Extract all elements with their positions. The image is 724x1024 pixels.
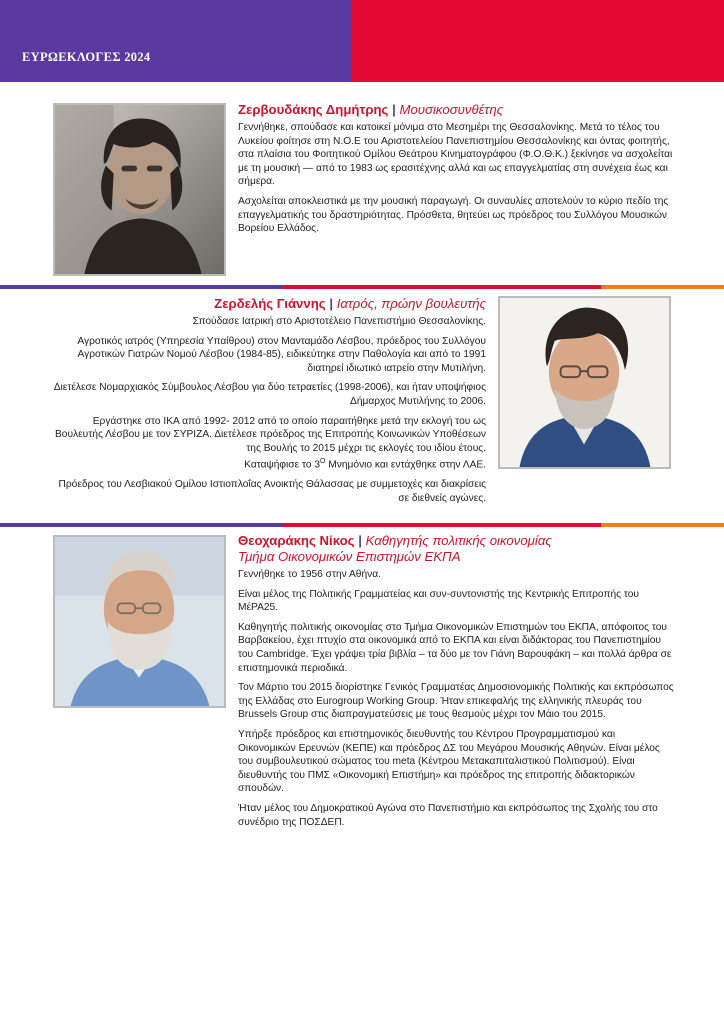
name-separator: |	[358, 533, 362, 548]
bio-paragraph: Υπήρξε πρόεδρος και επιστημονικός διευθυντής του Κέντρου Προγραμματισμού και Οικονομικών Ερευνών (ΚΕΠΕ) και πρόεδρος ΔΣ του Μεγάρου Μουσικής Αθηνών. Είναι μέλος του συμβουλευτικού σώματος του meta (Κέντρου Μετακαπιταλιστικού Πολιτισμού). Είναι διευθυντής του ΠΜΣ «Οικονομική Επιστήμη» και πρόεδρος της επιτροπής διδακτορικών σπουδών.	[238, 728, 660, 795]
candidate-photo-zervoudakis	[53, 103, 226, 276]
bio-paragraph: Ήταν μέλος του Δημοκρατικού Αγώνα στο Πανεπιστήμιο και εκπρόσωπος της Σχολής του στο συνέδριο της ΠΟΣΔΕΠ.	[238, 802, 658, 828]
candidate-role-secondary: Τμήμα Οικονομικών Επιστημών ΕΚΠΑ	[238, 549, 461, 564]
candidate-bio-zervoudakis	[238, 102, 674, 242]
bio-paragraph-memorandum	[48, 455, 486, 472]
candidate-heading	[238, 533, 674, 549]
page-title: ΕΥΡΩΕΚΛΟΓΕΣ 2024	[22, 50, 151, 64]
candidate-role: Μουσικοσυνθέτης	[399, 102, 504, 117]
section-divider	[0, 285, 724, 289]
memorandum-superscript: Ο	[320, 458, 326, 466]
memorandum-text-start: Καταψήφισε το 3	[244, 459, 320, 471]
bio-paragraph: Διετέλεσε Νομαρχιακός Σύμβουλος Λέσβου για δύο τετραετίες (1998-2006), και ήταν υποψήφιος Δήμαρχος Μυτιλήνης το 2006.	[53, 382, 486, 407]
memorandum-text-end: Μνημόνιο και εντάχθηκε στην ΛΑΕ.	[325, 459, 486, 471]
bio-paragraph: Πρόεδρος του Λεσβιακού Ομίλου Ιστιοπλοΐας Ανοικτής Θάλασσας με συμμετοχές και διακρίσεις σε διεθνείς αγώνες.	[58, 479, 486, 504]
bio-paragraph: Εργάστηκε στο ΙΚΑ από 1992- 2012 από το οποίο παραιτήθηκε μετά την εκλογή του ως Βουλευτής Λέσβου με τον ΣΥΡΙΖΑ. Διετέλεσε πρόεδρος της Επιτροπής Κοινωνικών Υποθέσεων της Βουλής το 2015 μέχρι τις εκλογές του ιδίου έτους.	[55, 415, 486, 454]
candidate-name: Ζερδελής Γιάννης	[214, 296, 326, 311]
candidate-photo-theocharakis	[53, 535, 226, 708]
candidate-bio-zerdelis	[48, 296, 486, 512]
candidate-heading	[238, 102, 674, 118]
bio-paragraph: Γεννήθηκε, σπούδασε και κατοικεί μόνιμα στο Μεσημέρι της Θεσσαλονίκης. Μετά το τέλος του Λυκείου φοίτησε στη Ν.Ο.Ε του Αριστοτελείου Πανεπιστημίου Θεσσαλονίκης και όντας φοιτητής, στα πλαίσια του Φοιτητικού Ομίλου Θεάτρου Κινηματογράφου (Φ.Ο.Θ.Κ.) ξεκίνησε να ασχολείται με τη μουσική — από το 1983 ως ερασιτέχνης αλλά και ως επαγγελματίας στη συνέχεια έως και σήμερα.	[238, 122, 673, 188]
candidate-photo-zerdelis	[498, 296, 671, 469]
bio-paragraph: Γεννήθηκε το 1956 στην Αθήνα.	[238, 569, 381, 580]
candidate-role: Καθηγητής πολιτικής οικονομίας	[365, 533, 552, 548]
bio-paragraph: Αγροτικός ιατρός (Υπηρεσία Υπαίθρου) στον Μανταμάδο Λέσβου, πρόεδρος του Συλλόγου Αγροτικών Γιατρών Νομού Λέσβου (1984-85), ειδικεύτηκε στην Παθολογία και από το 1991 διατηρεί ιδιωτικό ιατρείο στην Μυτιλήνη.	[77, 335, 486, 374]
bio-paragraph: Είναι μέλος της Πολιτικής Γραμματείας και συν-συντονιστής της Κεντρικής Επιτροπής του ΜέΡΑ25.	[238, 588, 639, 614]
candidate-bio-theocharakis	[238, 533, 674, 835]
bio-paragraph: Τον Μάρτιο του 2015 διορίστηκε Γενικός Γραμματέας Δημοσιονομικής Πολιτικής και εκπρόσωπος της Ελλάδας στο Eurogroup Working Group. Ήταν επικεφαλής της ελληνικής πλευράς του Brussels Group στις διαπραγματεύσεις με τους θεσμούς μέχρι τον Μάιο του 2015.	[238, 682, 674, 721]
name-separator: |	[392, 102, 396, 117]
section-divider	[0, 523, 724, 527]
bio-paragraph: Καθηγητής πολιτικής οικονομίας στο Τμήμα Οικονομικών Επιστημών του ΕΚΠΑ, απόφοιτος του Βαρβακείου, έχει πτυχίο στα οικονομικά από το ΕΚΠΑ και είναι διδάκτορας του Πανεπιστημίου του Cambridge. Έχει γράψει τρία βιβλία – τα δύο με τον Γιάνη Βαρουφάκη – και πολλά άρθρα σε επιστημονικά περιοδικά.	[238, 621, 672, 674]
page-header	[0, 0, 724, 82]
name-separator: |	[329, 296, 334, 311]
bio-paragraph: Σπούδασε Ιατρική στο Αριστοτέλειο Πανεπιστήμιο Θεσσαλονίκης.	[192, 316, 486, 327]
candidate-name: Θεοχαράκης Νίκος	[238, 533, 355, 548]
candidate-role: Ιατρός, πρώην βουλευτής	[336, 296, 486, 311]
candidate-heading	[48, 296, 486, 312]
bio-paragraph: Ασχολείται αποκλειστικά με την μουσική παραγωγή. Οι συναυλίες αποτελούν το κύριο πεδίο της επαγγελματικής του δραστηριότητας. Πρόσθετα, θητεύει ως πρόεδρος του Συλλόγου Μουσικών Βορείου Ελλάδος.	[238, 195, 669, 235]
candidate-name: Ζερβουδάκης Δημήτρης	[238, 102, 389, 117]
